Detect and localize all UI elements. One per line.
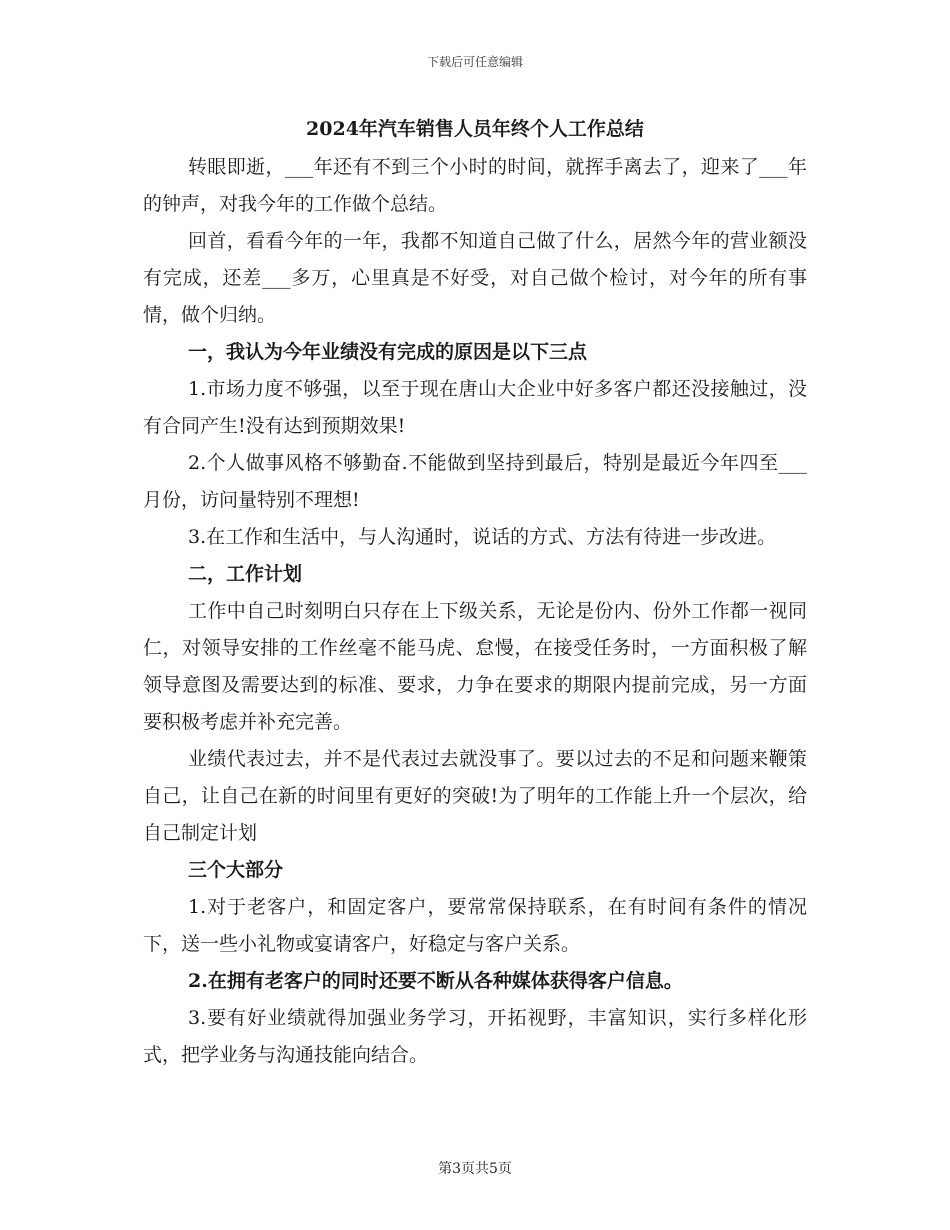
paragraph: 转眼即逝，___年还有不到三个小时的时间，就挥手离去了，迎来了___年的钟声，对我今年的工作做个总结。 [143,156,807,215]
section-heading: 一，我认为今年业绩没有完成的原因是以下三点 [188,341,588,363]
page-header: 下载后可任意编辑 [426,55,523,69]
list-item: 3.在工作和生活中，与人沟通时，说话的方式、方法有待进一步改进。 [188,526,777,548]
list-item: 1.对于老客户，和固定客户，要常常保持联系，在有时间有条件的情况下，送一些小礼物或宴请客户，好稳定与客户关系。 [143,896,807,955]
document-title: 2024年汽车销售人员年终个人工作总结 [306,118,644,140]
section-heading: 二，工作计划 [188,563,303,585]
paragraph: 业绩代表过去，并不是代表过去就没事了。要以过去的不足和问题来鞭策自己，让自己在新的时间里有更好的突破!为了明年的工作能上升一个层次，给自己制定计划 [143,748,807,844]
paragraph: 工作中自己时刻明白只存在上下级关系，无论是份内、份外工作都一视同仁，对领导安排的工作丝毫不能马虎、怠慢，在接受任务时，一方面积极了解领导意图及需要达到的标准、要求，力争在要求的期限内提前完成，另一方面要积极考虑并补充完善。 [143,600,807,733]
list-item: 2.在拥有老客户的同时还要不断从各种媒体获得客户信息。 [188,970,683,992]
list-item: 3.要有好业绩就得加强业务学习，开拓视野，丰富知识，实行多样化形式，把学业务与沟通技能向结合。 [143,1007,807,1066]
list-item: 2.个人做事风格不够勤奋.不能做到坚持到最后，特别是最近今年四至___月份，访问量特别不理想! [143,452,807,511]
section-heading: 三个大部分 [188,859,284,881]
document-body [143,111,807,1074]
paragraph: 回首，看看今年的一年，我都不知道自己做了什么，居然今年的营业额没有完成，还差___多万，心里真是不好受，对自己做个检讨，对今年的所有事情，做个归纳。 [143,230,807,326]
list-item: 1.市场力度不够强，以至于现在唐山大企业中好多客户都还没接触过，没有合同产生!没有达到预期效果! [143,378,807,437]
page-footer: 第3页共5页 [438,1161,512,1177]
